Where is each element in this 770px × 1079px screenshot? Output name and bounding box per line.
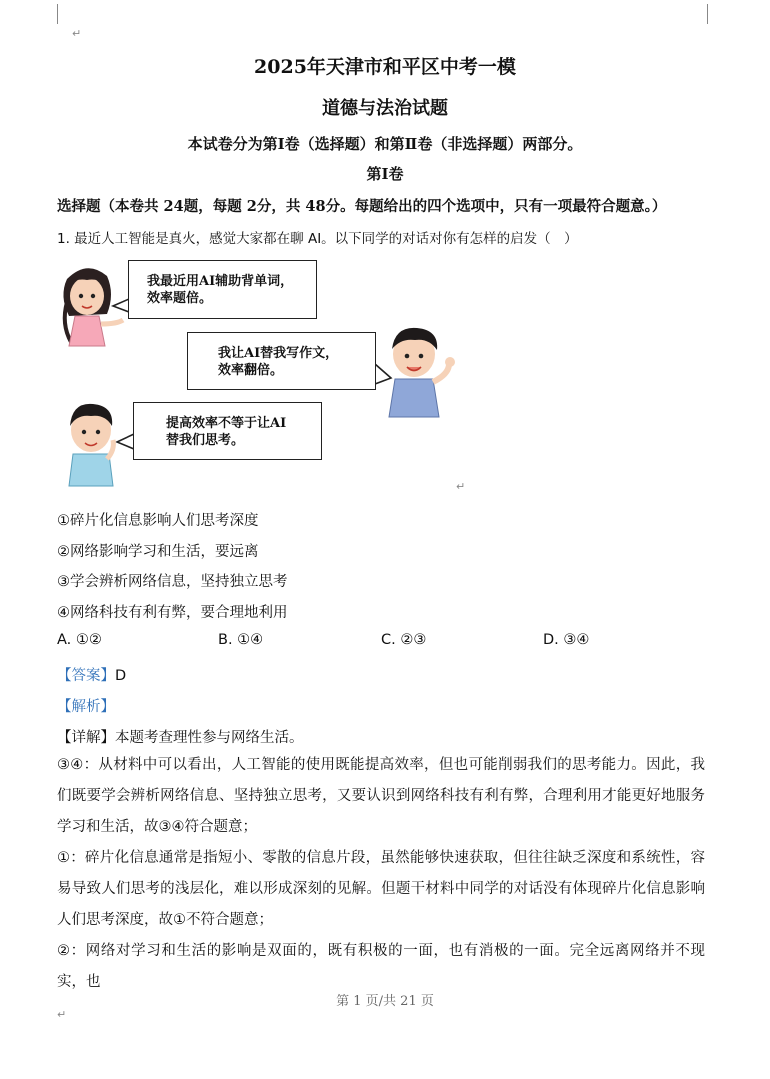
bubble-tail-2 bbox=[375, 364, 391, 384]
dialogue-illustration bbox=[57, 254, 477, 489]
boy-figure-right bbox=[389, 328, 455, 417]
speech-bubble-3 bbox=[133, 402, 322, 460]
statement-4: ④网络科技有利有弊，要合理地利用 bbox=[57, 605, 288, 621]
explanation-paragraph-3: ②：网络对学习和生活的影响是双面的，既有积极的一面，也有消极的一面。完全远离网络并不现实，也 bbox=[57, 943, 705, 990]
detail-label: 【详解】 bbox=[57, 730, 115, 746]
answer-line bbox=[57, 664, 126, 685]
analysis-line bbox=[57, 695, 115, 716]
answer-label: 【答案】 bbox=[57, 668, 115, 684]
question-stem: 1. 最近人工智能是真火，感觉大家都在聊 AI。以下同学的对话对你有怎样的启发（ ） bbox=[57, 231, 578, 247]
page-title: 2025年天津市和平区中考一模 bbox=[254, 56, 516, 78]
paragraph-mark: ↵ bbox=[57, 1008, 67, 1021]
explanation-paragraph-1: ③④：从材料中可以看出，人工智能的使用既能提高效率，但也可能削弱我们的思考能力。因此，我们既要学会辨析网络信息、坚持独立思考，又要认识到网络科技有利有弊，合理利用才能更好地服务学习和生活，故③④符合题意； bbox=[57, 757, 705, 835]
exam-intro: 本试卷分为第Ⅰ卷（选择题）和第Ⅱ卷（非选择题）两部分。 bbox=[187, 135, 583, 153]
page-footer: 第 1 页/共 21 页 bbox=[336, 994, 434, 1009]
bubble-1-line-1: 我最近用AI辅助背单词， bbox=[147, 274, 294, 289]
part-heading: 第Ⅰ卷 bbox=[366, 165, 404, 183]
analysis-label: 【解析】 bbox=[57, 699, 115, 715]
instructions: 选择题（本卷共 24题，每题 2分，共 48分。每题给出的四个选项中，只有一项最符合题意。） bbox=[57, 198, 667, 215]
detail-line bbox=[57, 726, 304, 747]
option-a: A. ①② bbox=[57, 632, 102, 648]
bubble-3-line-1: 提高效率不等于让AI bbox=[166, 416, 287, 431]
detail-text: 本题考查理性参与网络生活。 bbox=[115, 730, 304, 746]
option-c: C. ②③ bbox=[381, 632, 427, 648]
option-d: D. ③④ bbox=[543, 632, 590, 648]
bubble-1-line-2: 效率题倍。 bbox=[147, 291, 213, 306]
paragraph-mark: ↵ bbox=[456, 480, 466, 493]
answer-value: D bbox=[115, 668, 127, 684]
bubble-2-line-1: 我让AI替我写作文， bbox=[218, 346, 339, 361]
explanation-paragraph-2: ①：碎片化信息通常是指短小、零散的信息片段，虽然能够快速获取，但往往缺乏深度和系统性，容易导致人们思考的浅层化，难以形成深刻的见解。但题干材料中同学的对话没有体现碎片化信息影响人们思考深度，故①不符合题意； bbox=[57, 850, 705, 928]
speech-bubble-2 bbox=[187, 332, 376, 390]
bubble-tail-1 bbox=[113, 299, 129, 312]
page-subtitle: 道德与法治试题 bbox=[322, 98, 448, 119]
bubble-3-line-2: 替我们思考。 bbox=[166, 433, 245, 448]
bubble-tail-3 bbox=[117, 434, 134, 449]
statement-1: ①碎片化信息影响人们思考深度 bbox=[57, 513, 259, 529]
boy-figure-left bbox=[69, 404, 113, 486]
statement-2: ②网络影响学习和生活，要远离 bbox=[57, 544, 259, 560]
paragraph-mark: ↵ bbox=[72, 27, 82, 40]
corner-mark-left bbox=[57, 4, 58, 24]
corner-mark-right bbox=[707, 4, 708, 24]
bubble-2-line-2: 效率翻倍。 bbox=[218, 363, 284, 378]
statement-3: ③学会辨析网络信息，坚持独立思考 bbox=[57, 574, 288, 590]
option-b: B. ①④ bbox=[218, 632, 264, 648]
speech-bubble-1 bbox=[128, 260, 317, 319]
